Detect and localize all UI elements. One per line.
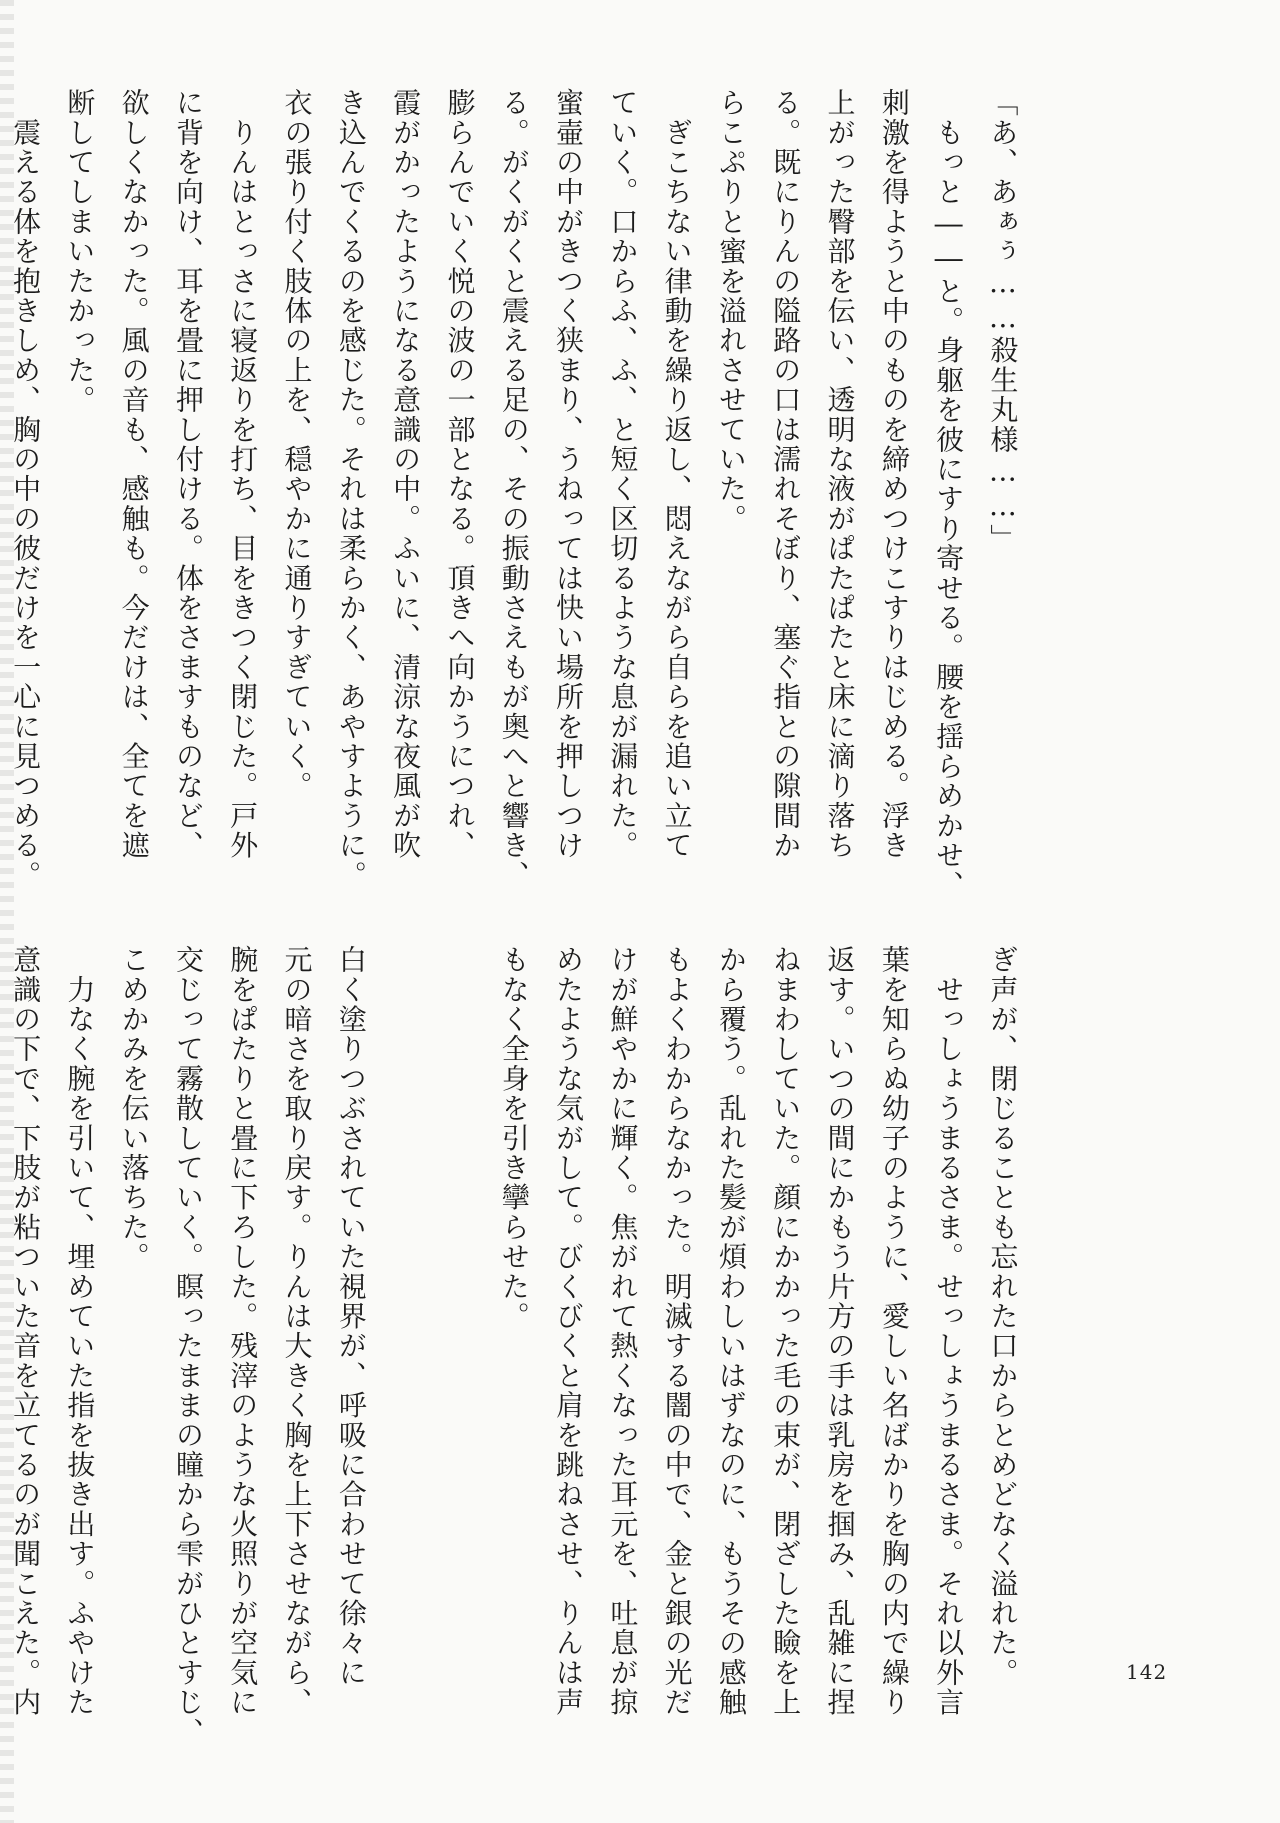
text-line: めたような気がして。びくびくと肩を跳ねさせ、りんは声 xyxy=(552,945,586,1718)
text-line: る。がくがくと震える足の、その振動さえもが奥へと響き、 xyxy=(497,88,531,890)
lower-text-block xyxy=(9,945,1138,1747)
upper-text-block xyxy=(9,88,1138,900)
text-line: 上がった臀部を伝い、透明な液がぱたぱたと床に滴り落ち xyxy=(823,88,857,861)
text-line: 葉を知らぬ幼子のように、愛しい名ばかりを胸の内で繰り xyxy=(877,945,911,1718)
blank-line xyxy=(378,945,432,1747)
text-line: る。既にりんの隘路の口は濡れそぼり、塞ぐ指との隙間か xyxy=(769,88,803,861)
text-line: 蜜壷の中がきつく狭まり、うねっては快い場所を押しつけ xyxy=(552,88,586,861)
text-line: こめかみを伝い落ちた。 xyxy=(117,945,151,1272)
text-line: ねまわしていた。顔にかかった毛の束が、閉ざした瞼を上 xyxy=(769,945,803,1718)
text-line: 霞がかったようになる意識の中。ふいに、清涼な夜風が吹 xyxy=(389,88,423,861)
text-line: もっと――と。身躯を彼にすり寄せる。腰を揺らめかせ、 xyxy=(932,88,966,900)
text-line: 衣の張り付く肢体の上を、穏やかに通りすぎていく。 xyxy=(280,88,314,801)
text-line: 「あ、あぁぅ……殺生丸様……」 xyxy=(986,88,1020,554)
text-line: 震える体を抱きしめ、胸の中の彼だけを一心に見つめる。 xyxy=(9,88,43,890)
text-line: ぎ声が、閉じることも忘れた口からとめどなく溢れた。 xyxy=(986,945,1020,1688)
page-number: 142 xyxy=(1126,1660,1168,1684)
text-line: 白く塗りつぶされていた視界が、呼吸に合わせて徐々に xyxy=(334,945,368,1688)
text-line: 膨らんでいく悦の波の一部となる。頂きへ向かうにつれ、 xyxy=(443,88,477,861)
text-line: らこぷりと蜜を溢れさせていた。 xyxy=(714,88,748,534)
text-line: 交じって霧散していく。瞑ったままの瞳から雫がひとすじ、 xyxy=(171,945,205,1747)
text-line: 腕をぱたりと畳に下ろした。残滓のような火照りが空気に xyxy=(226,945,260,1718)
text-line: もなく全身を引き攣らせた。 xyxy=(497,945,531,1332)
text-line: 力なく腕を引いて、埋めていた指を抜き出す。ふやけた xyxy=(63,945,97,1718)
text-line: ていく。口からふ、ふ、と短く区切るような息が漏れた。 xyxy=(606,88,640,861)
text-line: 返す。いつの間にかもう片方の手は乳房を掴み、乱雑に捏 xyxy=(823,945,857,1718)
text-line: ぎこちない律動を繰り返し、悶えながら自らを追い立て xyxy=(660,88,694,861)
text-line: 意識の下で、下肢が粘ついた音を立てるのが聞こえた。内 xyxy=(9,945,43,1718)
text-line: 断してしまいたかった。 xyxy=(63,88,97,415)
text-line: 欲しくなかった。風の音も、感触も。今だけは、全てを遮 xyxy=(117,88,151,861)
blank-line xyxy=(432,945,486,1747)
text-line: りんはとっさに寝返りを打ち、目をきつく閉じた。戸外 xyxy=(226,88,260,861)
text-line: せっしょうまるさま。せっしょうまるさま。それ以外言 xyxy=(932,945,966,1718)
text-line: 元の暗さを取り戻す。りんは大きく胸を上下させながら、 xyxy=(280,945,314,1718)
text-line: に背を向け、耳を畳に押し付ける。体をさますものなど、 xyxy=(171,88,205,861)
text-line: から覆う。乱れた髪が煩わしいはずなのに、もうその感触 xyxy=(714,945,748,1718)
text-line: 刺激を得ようと中のものを締めつけこすりはじめる。浮き xyxy=(877,88,911,861)
text-line: もよくわからなかった。明滅する闇の中で、金と銀の光だ xyxy=(660,945,694,1718)
text-line: き込んでくるのを感じた。それは柔らかく、あやすように。 xyxy=(334,88,368,890)
text-line: けが鮮やかに輝く。焦がれて熱くなった耳元を、吐息が掠 xyxy=(606,945,640,1718)
